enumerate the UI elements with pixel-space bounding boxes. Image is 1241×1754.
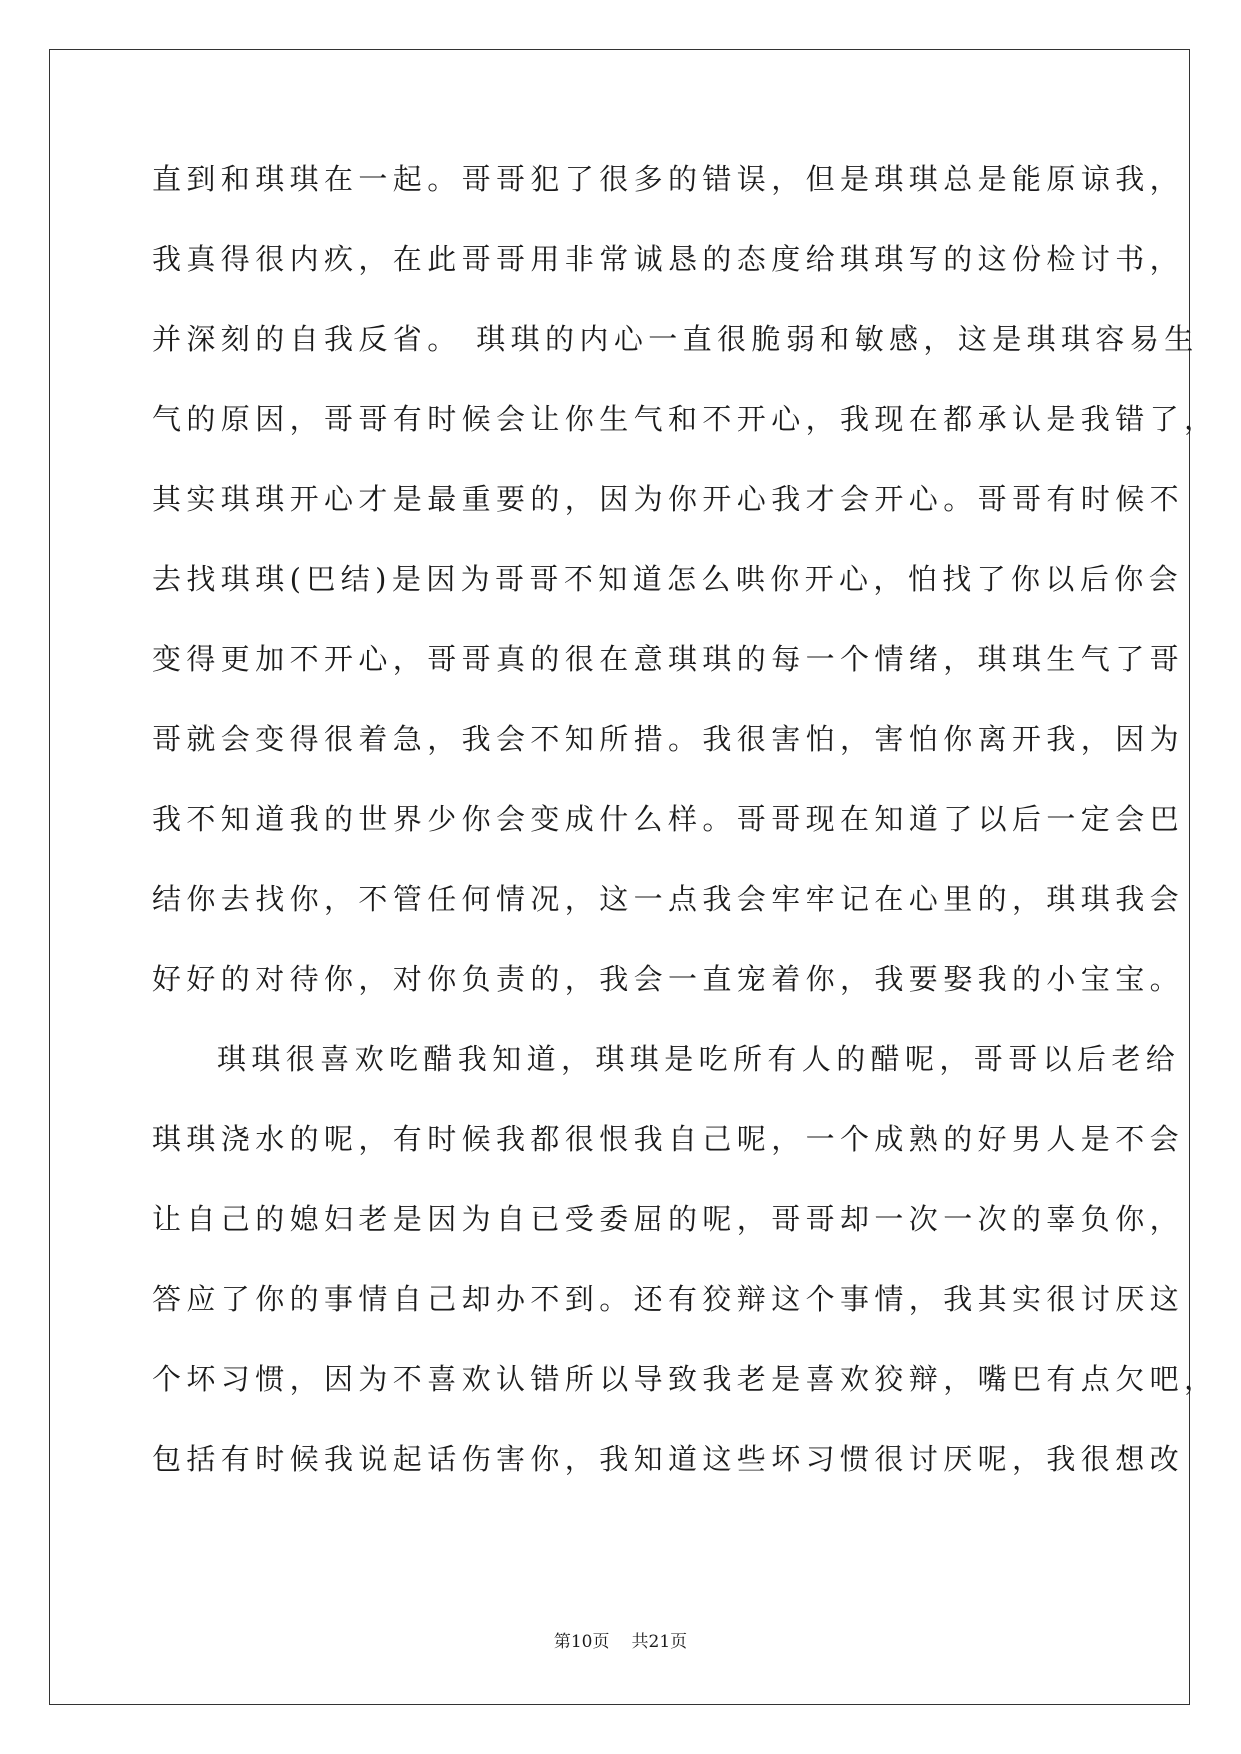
text-line: 气的原因，哥哥有时候会让你生气和不开心，我现在都承认是我错了， <box>152 402 1219 436</box>
text-line: 直到和琪琪在一起。哥哥犯了很多的错误，但是琪琪总是能原谅我， <box>152 162 1185 196</box>
text-line: 结你去找你，不管任何情况，这一点我会牢牢记在心里的，琪琪我会 <box>152 882 1185 916</box>
text-line: 好好的对待你，对你负责的，我会一直宠着你，我要娶我的小宝宝。 <box>152 962 1185 996</box>
text-line: 琪琪浇水的呢，有时候我都很恨我自己呢，一个成熟的好男人是不会 <box>152 1122 1185 1156</box>
text-line: 其实琪琪开心才是最重要的，因为你开心我才会开心。哥哥有时候不 <box>152 482 1185 516</box>
text-line: 答应了你的事情自己却办不到。还有狡辩这个事情，我其实很讨厌这 <box>152 1282 1185 1316</box>
text-line: 包括有时候我说起话伤害你，我知道这些坏习惯很讨厌呢，我很想改 <box>152 1442 1185 1476</box>
text-line: 哥就会变得很着急，我会不知所措。我很害怕，害怕你离开我，因为 <box>152 722 1185 756</box>
page-number: 第10页 <box>553 1632 610 1652</box>
document-body <box>152 161 1219 1521</box>
text-line: 我真得很内疚，在此哥哥用非常诚恳的态度给琪琪写的这份检讨书， <box>152 242 1185 276</box>
text-line: 让自己的媳妇老是因为自已受委屈的呢，哥哥却一次一次的辜负你， <box>152 1202 1185 1236</box>
page-total: 共21页 <box>631 1632 688 1652</box>
text-line: 我不知道我的世界少你会变成什么样。哥哥现在知道了以后一定会巴 <box>152 802 1185 836</box>
paragraph-start-line: 琪琪很喜欢吃醋我知道，琪琪是吃所有人的醋呢，哥哥以后老给 <box>217 1042 1181 1076</box>
text-line: 变得更加不开心，哥哥真的很在意琪琪的每一个情绪，琪琪生气了哥 <box>152 642 1185 676</box>
text-line: 并深刻的自我反省。 琪琪的内心一直很脆弱和敏感，这是琪琪容易生 <box>152 322 1199 356</box>
text-line: 去找琪琪(巴结)是因为哥哥不知道怎么哄你开心，怕找了你以后你会 <box>152 562 1184 596</box>
page-footer <box>0 1632 1241 1652</box>
text-line: 个坏习惯，因为不喜欢认错所以导致我老是喜欢狡辩，嘴巴有点欠吧， <box>152 1362 1219 1396</box>
